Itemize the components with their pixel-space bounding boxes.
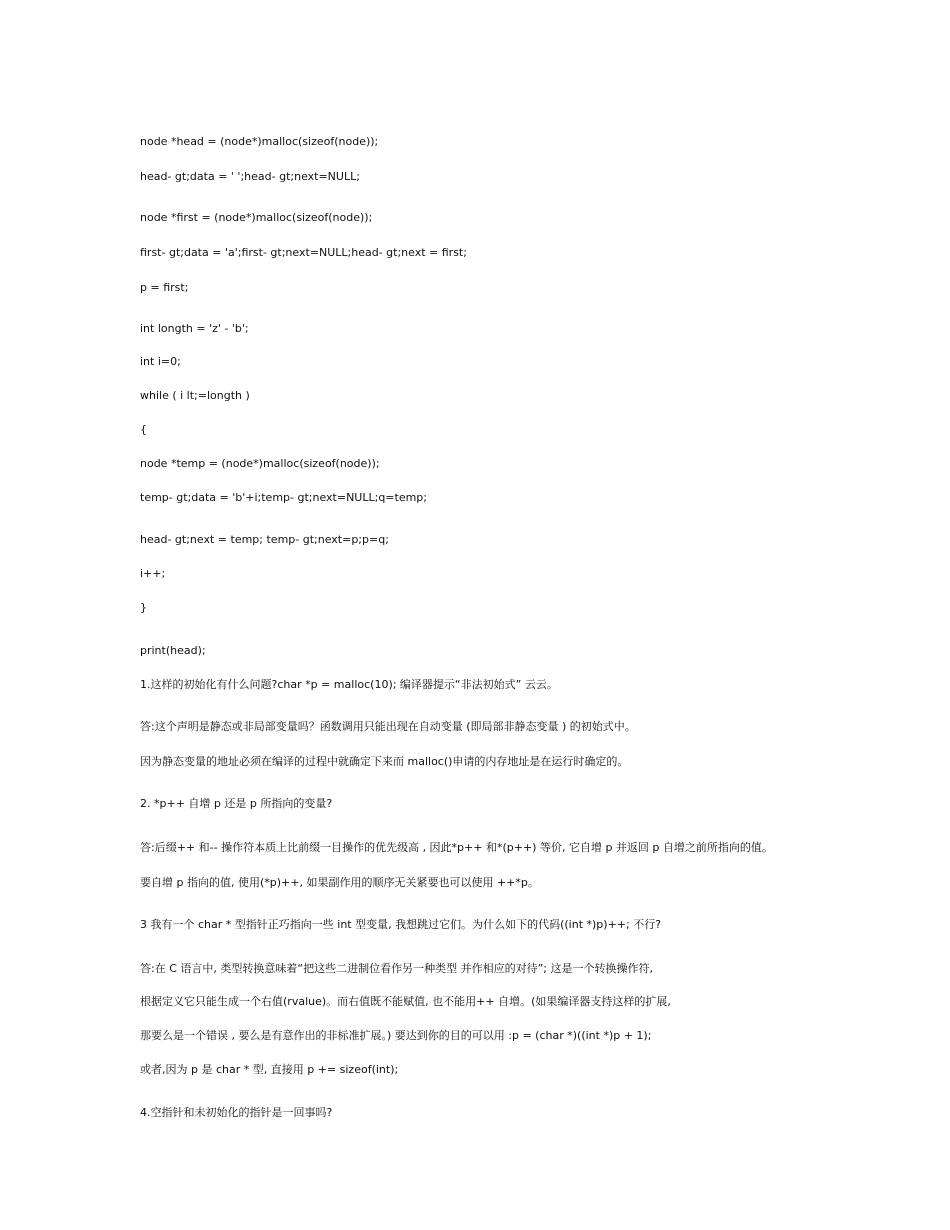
code-line-while: while ( i lt;=longth ) bbox=[140, 389, 250, 402]
question-2: 2. *p++ 自增 p 还是 p 所指向的变量? bbox=[140, 797, 333, 810]
code-line-longth: int longth = 'z' - 'b'; bbox=[140, 322, 249, 335]
code-line-first-init: first- gt;data = 'a';first- gt;next=NULL;head- gt;next = first; bbox=[140, 246, 467, 259]
code-line-temp-init: temp- gt;data = 'b'+i;temp- gt;next=NULL;q=temp; bbox=[140, 491, 427, 504]
code-line-p-assign: p = first; bbox=[140, 281, 189, 294]
code-line-close-brace: } bbox=[140, 601, 147, 614]
answer-2-line-2: 要自增 p 指向的值, 使用(*p)++, 如果副作用的顺序无关紧要也可以使用 ++*p。 bbox=[140, 876, 539, 889]
code-line-first-alloc: node *first = (node*)malloc(sizeof(node)); bbox=[140, 211, 373, 224]
answer-1-line-2: 因为静态变量的地址必须在编译的过程中就确定下来而 malloc()申请的内存地址是在运行时确定的。 bbox=[140, 755, 629, 768]
code-line-head-alloc: node *head = (node*)malloc(sizeof(node)); bbox=[140, 135, 379, 148]
answer-3-line-3: 那要么是一个错误 , 要么是有意作出的非标准扩展。) 要达到你的目的可以用 :p = (char *)((int *)p + 1); bbox=[140, 1029, 652, 1042]
code-line-temp-alloc: node *temp = (node*)malloc(sizeof(node)); bbox=[140, 457, 380, 470]
answer-2-line-1: 答:后缀++ 和-- 操作符本质上比前缀一目操作的优先级高 , 因此*p++ 和*(p++) 等价, 它自增 p 并返回 p 自增之前所指向的值。 bbox=[140, 841, 773, 854]
code-line-link: head- gt;next = temp; temp- gt;next=p;p=q; bbox=[140, 533, 389, 546]
question-4: 4.空指针和未初始化的指针是一回事吗? bbox=[140, 1106, 333, 1119]
answer-3-line-4: 或者,因为 p 是 char * 型, 直接用 p += sizeof(int); bbox=[140, 1063, 399, 1076]
code-line-increment: i++; bbox=[140, 567, 166, 580]
question-1: 1.这样的初始化有什么问题?char *p = malloc(10); 编译器提示“非法初始式” 云云。 bbox=[140, 678, 558, 691]
question-3: 3 我有一个 char * 型指针正巧指向一些 int 型变量, 我想跳过它们。为什么如下的代码((int *)p)++; 不行? bbox=[140, 918, 662, 931]
answer-3-line-1: 答:在 C 语言中, 类型转换意味着“把这些二进制位看作另一种类型 并作相应的对待”; 这是一个转换操作符, bbox=[140, 962, 653, 975]
code-line-i-init: int i=0; bbox=[140, 355, 181, 368]
answer-3-line-2: 根据定义它只能生成一个右值(rvalue)。而右值既不能赋值, 也不能用++ 自增。(如果编译器支持这样的扩展, bbox=[140, 995, 671, 1008]
code-line-open-brace: { bbox=[140, 423, 147, 436]
code-line-print: print(head); bbox=[140, 644, 206, 657]
answer-1-line-1: 答:这个声明是静态或非局部变量吗？函数调用只能出现在自动变量 (即局部非静态变量 ) 的初始式中。 bbox=[140, 720, 636, 733]
code-line-head-init: head- gt;data = ' ';head- gt;next=NULL; bbox=[140, 170, 360, 183]
